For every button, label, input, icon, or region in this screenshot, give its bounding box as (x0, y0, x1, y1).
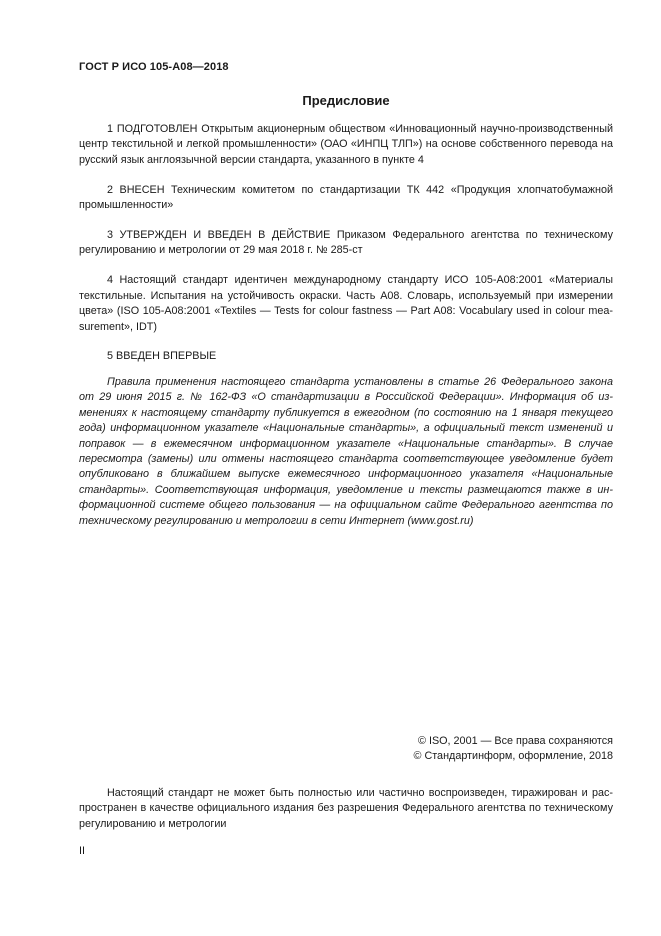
foreword-item-3: 3 УТВЕРЖДЕН И ВВЕДЕН В ДЕЙСТВИЕ Приказом Федерального агентства по техническому регулированию и метрологии от 29 мая 2018 г. № 285-ст (79, 229, 613, 257)
copyright-standartinform: © Стандартинформ, оформление, 2018 (413, 750, 613, 763)
foreword-item-2: 2 ВНЕСЕН Техническим комитетом по стандартизации ТК 442 «Продукция хлопчатобумажной промышленности» (79, 183, 613, 212)
page-title: Предисловие (302, 93, 390, 108)
foreword-item-1: 1 ПОДГОТОВЛЕН Открытым акционерным обществом «Инновационный научно-производственный центр текстильной и легкой промышленности» (ОАО «ИНПЦ ТЛП») на основе собственного перевода на русский язык англоязычной версии стандарта, указанного в пункте 4 (79, 123, 613, 166)
foreword-body (79, 122, 613, 379)
foreword-item-4: 4 Настоящий стандарт идентичен международному стандарту ИСО 105-А08:2001 «Материалы текстильные. Испытания на устойчивость окраски. Часть А08. Словарь, используемый при измерении цвета» (ISO 105-A08:2001 «Textiles — Tests for colour fastness — Part A08: Vocabulary used in colour measurement», IDT) (79, 274, 613, 333)
application-rules-notice: Правила применения настоящего стандарта установлены в статье 26 Федерального закона от 29 июня 2015 г. № 162-ФЗ «О стандартизации в Российской Федерации». Информация об изменениях к настоящему стандарту публикуется в ежегодном (по состоянию на 1 января текущего года) информационном указателе «Национальные стандарты», а официальный текст изменений и поправок — в ежемесячном информационном указателе «Национальные стандарты». В случае пересмотра (замены) или отмены настоящего стандарта соответствующее уведомление будет опубликовано в ближайшем выпуске ежемесячного информационного указателя «Национальные стандарты». Соответствующая информация, уведомление и тексты размещаются также в информационной системе общего пользования — на официальном сайте Федерального агентства по техническому регулированию и метрологии в сети Интернет (www.gost.ru) (79, 376, 613, 527)
copyright-block (413, 734, 613, 765)
copyright-iso: © ISO, 2001 — Все права сохраняются (418, 735, 613, 747)
foreword-item-5: 5 ВВЕДЕН ВПЕРВЫЕ (107, 350, 217, 363)
page-number: II (79, 845, 85, 857)
document-code: ГОСТ Р ИСО 105-А08—2018 (79, 61, 229, 73)
reproduction-notice: Настоящий стандарт не может быть полностью или частично воспроизведен, тиражирован и распространен в качестве официального издания без разрешения Федерального агентства по техническому регулированию и метрологии (79, 787, 613, 830)
